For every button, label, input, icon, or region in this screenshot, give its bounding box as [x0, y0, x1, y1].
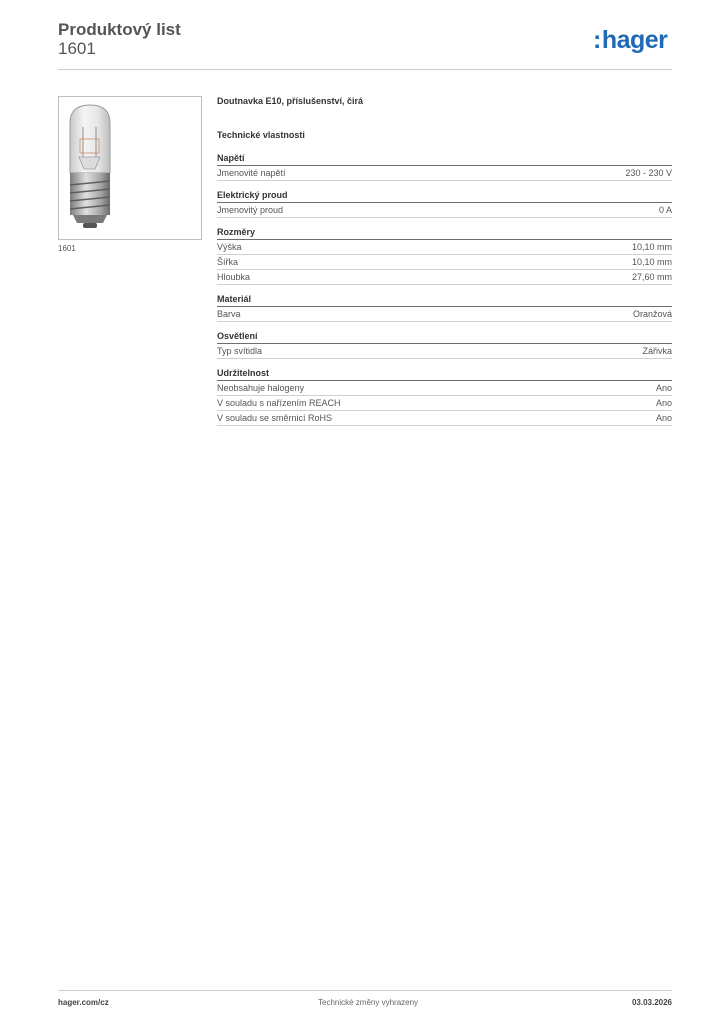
property-value: 10,10 mm: [631, 257, 672, 267]
property-value: Ano: [655, 413, 672, 423]
section-dimensions: [217, 226, 672, 285]
section-voltage: [217, 152, 672, 181]
section-title: Rozměry: [217, 226, 672, 240]
section-current: [217, 189, 672, 218]
property-label: V souladu se směrnicí RoHS: [217, 413, 333, 423]
property-value: 10,10 mm: [631, 242, 672, 252]
header-divider: [58, 69, 672, 70]
property-label: Barva: [217, 309, 241, 319]
page-title: Produktový list: [58, 20, 181, 39]
section-title: Osvětlení: [217, 330, 672, 344]
property-value: Ano: [655, 383, 672, 393]
footer-website-link[interactable]: hager.com/cz: [58, 998, 109, 1007]
section-title: Udržitelnost: [217, 367, 672, 381]
property-value: 27,60 mm: [631, 272, 672, 282]
property-row: [217, 381, 672, 396]
footer-date: 03.03.2026: [631, 998, 672, 1007]
footer-disclaimer: Technické změny vyhrazeny: [318, 998, 419, 1007]
property-label: Jmenovité napětí: [217, 168, 286, 178]
property-value: Ano: [655, 398, 672, 408]
property-label: Výška: [217, 242, 242, 252]
logo-mark: :: [593, 26, 601, 54]
property-value: Oranžová: [632, 309, 672, 319]
section-lighting: [217, 330, 672, 359]
section-title: Napětí: [217, 152, 672, 166]
property-row: [217, 411, 672, 426]
hager-logo[interactable]: [593, 26, 667, 55]
property-row: [217, 307, 672, 322]
property-row: [217, 255, 672, 270]
property-label: V souladu s nařízením REACH: [217, 398, 341, 408]
image-caption: 1601: [58, 244, 76, 253]
property-label: Neobsahuje halogeny: [217, 383, 305, 393]
bulb-icon: [59, 97, 201, 239]
product-name: Doutnavka E10, příslušenství, čirá: [217, 96, 364, 106]
section-material: [217, 293, 672, 322]
product-image: [58, 96, 202, 240]
tech-properties-title: Technické vlastnosti: [217, 130, 305, 140]
logo-text: hager: [601, 26, 668, 54]
footer-divider: [58, 990, 672, 991]
section-title: Materiál: [217, 293, 672, 307]
page-subtitle: 1601: [58, 39, 96, 58]
property-value: 230 - 230 V: [625, 168, 672, 178]
property-row: [217, 240, 672, 255]
property-row: [217, 396, 672, 411]
property-row: [217, 270, 672, 285]
section-sustainability: [217, 367, 672, 426]
product-details: [217, 94, 672, 426]
property-value: 0 A: [658, 205, 672, 215]
property-row: [217, 166, 672, 181]
section-title: Elektrický proud: [217, 189, 672, 203]
property-label: Jmenovitý proud: [217, 205, 284, 215]
property-label: Hloubka: [217, 272, 251, 282]
property-row: [217, 344, 672, 359]
property-row: [217, 203, 672, 218]
property-label: Šířka: [217, 257, 239, 267]
property-label: Typ svítidla: [217, 346, 263, 356]
property-value: Zářivka: [642, 346, 672, 356]
